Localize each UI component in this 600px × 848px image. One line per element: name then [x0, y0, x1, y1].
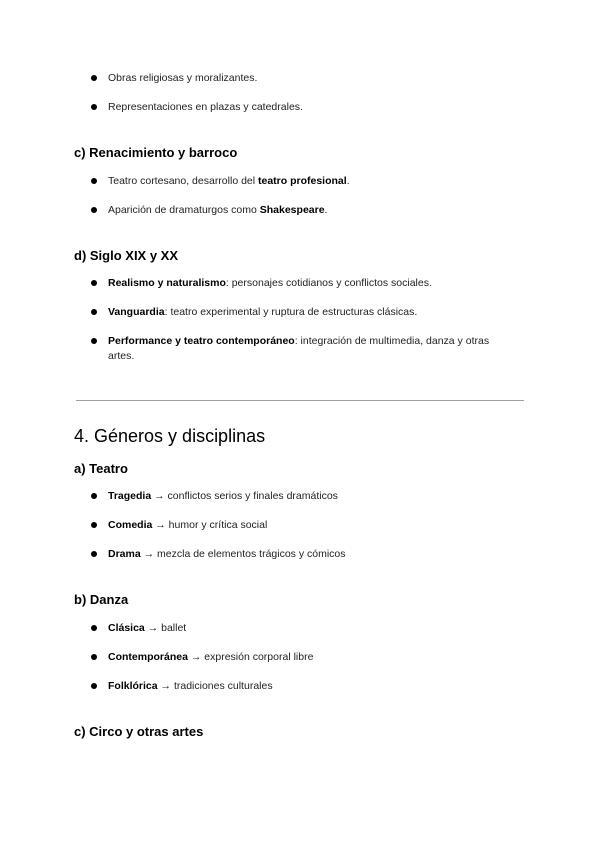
list-item	[108, 174, 518, 189]
list-item-bold: Drama	[108, 548, 141, 560]
bullet-icon	[91, 178, 97, 184]
list-item	[108, 489, 518, 504]
list-item-text: → conflictos serios y finales dramáticos	[151, 490, 338, 502]
section-heading-danza: b) Danza	[74, 592, 129, 607]
list-item-text: Obras religiosas y moralizantes.	[108, 72, 258, 84]
list-item-text: Teatro cortesano, desarrollo del	[108, 175, 258, 187]
list-item-text: → expresión corporal libre	[187, 651, 314, 663]
list-item-text: → tradiciones culturales	[157, 680, 273, 692]
bullet-icon	[91, 625, 97, 631]
list-item	[108, 547, 518, 562]
horizontal-divider	[76, 400, 524, 401]
section-heading-teatro: a) Teatro	[74, 461, 128, 476]
list-item	[108, 518, 518, 533]
bullet-icon	[91, 75, 97, 81]
list-item-bold: Realismo y naturalismo	[108, 277, 226, 289]
list-item-bold: Clásica	[108, 622, 145, 634]
bullet-icon	[91, 338, 97, 344]
chapter-heading-generos: 4. Géneros y disciplinas	[74, 426, 266, 446]
list-item-bold: Folklórica	[108, 680, 158, 692]
list-item	[108, 621, 518, 636]
list-item-bold: Performance y teatro contemporáneo	[108, 335, 295, 347]
list-item-text: → ballet	[144, 622, 187, 634]
list-item	[108, 334, 518, 364]
bullet-icon	[91, 104, 97, 110]
list-item-text: .	[346, 175, 350, 187]
list-item-text: : teatro experimental y ruptura de estructuras clásicas.	[164, 306, 418, 318]
list-item	[108, 100, 518, 115]
list-item	[108, 679, 518, 694]
list-item-bold: Tragedia	[108, 490, 152, 502]
list-item	[108, 305, 518, 320]
list-item-bold: teatro profesional	[258, 175, 347, 187]
list-item-text: : integración de multimedia, danza y otras artes.	[108, 335, 490, 362]
bullet-icon	[91, 522, 97, 528]
list-item-text: → mezcla de elementos trágicos y cómicos	[140, 548, 346, 560]
bullet-icon	[91, 207, 97, 213]
bullet-icon	[91, 309, 97, 315]
list-item-bold: Contemporánea	[108, 651, 188, 663]
list-item-bold: Shakespeare	[259, 204, 325, 216]
bullet-icon	[91, 280, 97, 286]
list-item-text: : personajes cotidianos y conflictos sociales.	[225, 277, 432, 289]
section-heading-circo: c) Circo y otras artes	[74, 724, 204, 739]
list-item-bold: Comedia	[108, 519, 153, 531]
list-item-bold: Vanguardia	[108, 306, 165, 318]
list-item-text: Aparición de dramaturgos como	[108, 204, 260, 216]
bullet-icon	[91, 683, 97, 689]
list-item-text: .	[324, 204, 328, 216]
list-item	[108, 203, 518, 218]
section-heading-siglo: d) Siglo XIX y XX	[74, 248, 179, 263]
list-item	[108, 276, 518, 291]
list-item	[108, 71, 518, 86]
bullet-icon	[91, 654, 97, 660]
list-item	[108, 650, 518, 665]
bullet-icon	[91, 551, 97, 557]
bullet-icon	[91, 493, 97, 499]
list-item-text: Representaciones en plazas y catedrales.	[108, 101, 303, 113]
list-item-text: → humor y crítica social	[152, 519, 268, 531]
section-heading-renacimiento: c) Renacimiento y barroco	[74, 145, 238, 160]
